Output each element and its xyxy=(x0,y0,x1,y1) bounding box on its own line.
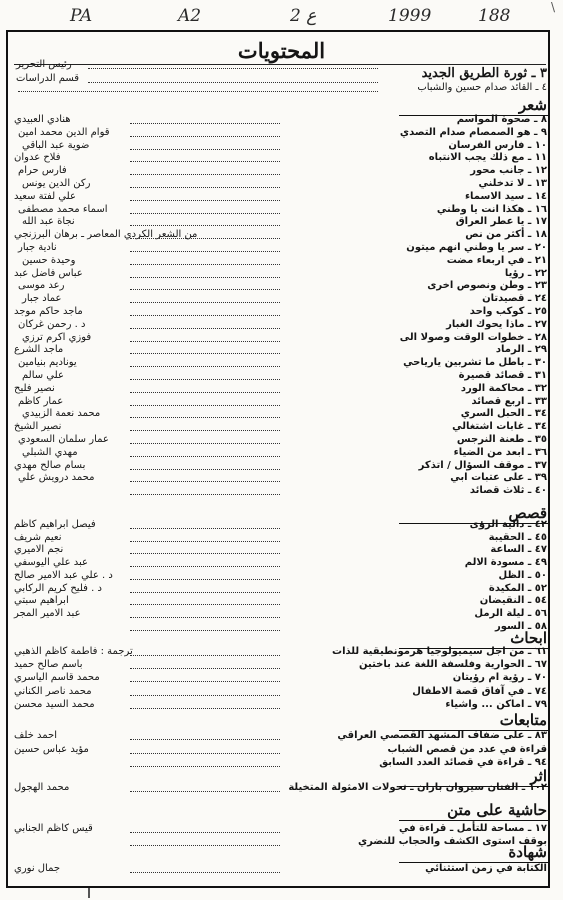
author-name: عبد الامير المجر xyxy=(14,607,81,619)
leader-dots xyxy=(130,213,280,214)
leader-dots xyxy=(130,277,280,278)
editorial-entry: ٤ ـ القائد صدام حسين والشباب xyxy=(417,82,547,93)
toc-entry: ٩ ـ هو الصمصام صدام التصدي xyxy=(399,126,547,138)
leader-dots xyxy=(130,528,280,529)
leader-dots xyxy=(130,604,280,605)
toc-entry: ٢٧ ـ ماذا يحوك الغبار xyxy=(446,318,547,330)
toc-entry: قراءة في عدد من قصص الشباب xyxy=(387,743,547,755)
toc-entry: ٦٧ ـ الحوارية وفلسفة اللغة عند باختين xyxy=(358,659,547,671)
author-name: رعد موسى xyxy=(18,280,65,292)
author-name: علي لفتة سعيد xyxy=(14,190,76,202)
toc-entry: ١٧ ـ مساحة للتأمل ـ قراءة في xyxy=(398,823,547,834)
toc-entry: ٣٧ ـ موقف السؤال / اتذكر xyxy=(418,459,547,471)
author-name: د . فليح كريم الركابي xyxy=(14,582,102,594)
author-name: ابراهيم سبتي xyxy=(14,595,69,607)
toc-entry: ٣١ ـ قصائد قصيرة xyxy=(458,370,547,381)
leader-dots xyxy=(130,832,280,833)
handwritten-note: PA xyxy=(70,6,93,26)
toc-entry: ٢٨ ـ خطوات الوقت وصولا الى xyxy=(399,331,547,343)
toc-entry: ٥٦ ـ ليلة الرمل xyxy=(474,607,547,619)
toc-entry: ٣٤ ـ غابات اشتغالي xyxy=(452,421,547,433)
author-name: ترجمة : فاطمة كاظم الذهبي xyxy=(14,646,133,657)
author-name: نجاة عبد الله xyxy=(22,216,75,228)
author-name: محمد درويش علي xyxy=(18,472,95,484)
toc-entry: ٣٠ ـ باطل ما تشربين يارياحي xyxy=(403,357,547,369)
toc-entry: ٩٤ ـ قراءة في قصائد العدد السابق xyxy=(379,757,547,768)
section-heading: شهادة xyxy=(508,843,547,861)
toc-entry: ١٣ ـ لا تدخلني xyxy=(478,178,547,189)
leader-dots xyxy=(130,630,280,631)
author-name: علي سالم xyxy=(22,370,64,381)
author-name: فلاح عدوان xyxy=(14,152,61,164)
leader-dots xyxy=(130,566,280,567)
leader-dots xyxy=(130,289,280,290)
leader-dots xyxy=(130,739,280,740)
author-name: محمد قاسم الياسري xyxy=(14,672,100,684)
toc-entry: ٤٩ ـ مسودة الالم xyxy=(464,557,547,569)
toc-entry: ٣٢ ـ محاكمة الورد xyxy=(460,382,547,394)
toc-entry: ٢٠ ـ سر يا وطني انهم ميتون xyxy=(406,242,547,253)
leader-dots xyxy=(130,264,280,265)
author-name: عمار كاظم xyxy=(18,395,64,407)
author-name: محمد الهجول xyxy=(14,782,70,793)
toc-entry: ١٤ ـ سيد الاسماء xyxy=(464,190,547,202)
toc-entry: ٥٢ ـ المكيدة xyxy=(488,582,547,594)
author-name: قوام الدين محمد امين xyxy=(18,126,110,138)
leader-dots xyxy=(130,617,280,618)
author-name: محمد ناصر الكناني xyxy=(14,685,92,697)
leader-dots xyxy=(130,405,280,406)
leader-dots xyxy=(130,366,280,367)
leader-dots xyxy=(130,481,280,482)
leader-dots xyxy=(130,123,280,124)
leader-dots xyxy=(18,91,378,92)
leader-dots xyxy=(130,251,280,252)
title-divider xyxy=(14,64,546,65)
author-name: بسام صالح مهدي xyxy=(14,459,86,471)
author-name: باسم صالح حميد xyxy=(14,659,83,671)
section-heading: قصص xyxy=(508,504,547,522)
handwritten-note: 1999 xyxy=(388,6,432,26)
leader-dots xyxy=(130,379,280,380)
leader-dots xyxy=(130,353,280,354)
handwritten-note: 188 xyxy=(478,6,511,26)
author-name: نادية جبار xyxy=(18,242,57,253)
author-name: عماد جبار xyxy=(22,293,62,305)
toc-entry: ٢١ ـ في اربعاء مضت xyxy=(446,254,547,266)
toc-entry: ٧٠ ـ رؤية ام رؤيتان xyxy=(452,672,547,684)
toc-entry: ٨ ـ صحوة المواسم xyxy=(456,114,547,125)
leader-dots xyxy=(130,238,280,239)
leader-dots xyxy=(130,430,280,431)
toc-entry: ٢٥ ـ كوكب واحد xyxy=(469,306,547,317)
author-name: وحيدة حسين xyxy=(22,254,76,266)
toc-entry: ٥٤ ـ النقيضان xyxy=(479,595,547,607)
toc-entry: ١٠ ـ فارس الفرسان xyxy=(448,139,547,151)
leader-dots xyxy=(130,315,280,316)
leader-dots xyxy=(130,149,280,150)
author-name: عمار سلمان السعودي xyxy=(18,434,109,445)
leader-dots xyxy=(130,225,280,226)
author-name: فيصل ابراهيم كاظم xyxy=(14,519,96,530)
author-name: احمد خلف xyxy=(14,730,58,741)
leader-dots xyxy=(130,845,280,846)
toc-entry: ١١ ـ مع ذلك يجب الانتباه xyxy=(428,152,547,164)
author-name: ماجد الشرع xyxy=(14,344,64,356)
leader-dots xyxy=(130,753,280,754)
toc-entry: ٣٤ ـ الحبل السري xyxy=(460,408,547,420)
editorial-entry: ٣ ـ ثورة الطريق الجديد xyxy=(421,66,547,81)
leader-dots xyxy=(130,541,280,542)
toc-entry: ٤٧ ـ الساعة xyxy=(490,544,547,556)
author-name: نجم الاميري xyxy=(14,544,64,556)
leader-dots xyxy=(88,82,378,83)
leader-dots xyxy=(130,579,280,580)
toc-entry: ٤٢ ـ دالية الرؤى xyxy=(469,519,547,530)
leader-dots xyxy=(130,328,280,329)
author-name: عباس فاضل عبد xyxy=(14,267,83,279)
corner-mark: \ xyxy=(550,0,555,14)
toc-entry: ٣٩ ـ على عتبات ابي xyxy=(450,472,547,484)
author-name: يوناديم بنيامين xyxy=(18,357,77,369)
leader-dots xyxy=(130,174,280,175)
leader-dots xyxy=(130,791,280,792)
leader-dots xyxy=(130,392,280,393)
toc-entry: الكتابة في زمن استثنائي xyxy=(425,863,547,874)
page-mark xyxy=(88,888,90,898)
section-heading: حاشية على متن xyxy=(447,801,547,819)
toc-entry: ٧٤ ـ في آفاق قصة الاطفال xyxy=(412,685,547,697)
leader-dots xyxy=(130,668,280,669)
leader-dots xyxy=(130,200,280,201)
leader-dots xyxy=(130,341,280,342)
section-divider xyxy=(399,820,549,821)
toc-entry: ٣٣ ـ اربع قصائد xyxy=(471,395,547,407)
leader-dots xyxy=(130,655,280,656)
leader-dots xyxy=(130,443,280,444)
staff-label: رئيس التحرير xyxy=(16,59,72,70)
leader-dots xyxy=(130,187,280,188)
leader-dots xyxy=(130,695,280,696)
author-name: مؤيد عباس حسين xyxy=(14,743,89,755)
author-name: هنادي العبيدي xyxy=(14,114,71,125)
section-heading: ابحاث xyxy=(510,629,547,647)
toc-entry: ١٠٢ ـ الفنان سيروان باران ـ تحولات الامثولة المتخيلة xyxy=(288,782,547,793)
author-name: فوزي اكرم ترزي xyxy=(22,331,92,343)
leader-dots xyxy=(130,681,280,682)
leader-dots xyxy=(130,417,280,418)
author-name: ركن الدين يونس xyxy=(22,178,91,189)
author-name: اسماء محمد مصطفى xyxy=(18,203,108,215)
toc-entry: ١٨ ـ أكثر من نص xyxy=(465,229,547,241)
toc-entry: ٢٤ ـ قصيدتان xyxy=(482,293,547,305)
author-name: ضوية عبد الباقي xyxy=(22,139,90,151)
author-name: مهدي الشبلي xyxy=(22,446,78,458)
toc-entry: ٦١ ـ من اجل سيميولوجيا هرمونطيقية للذات xyxy=(332,646,547,657)
author-name: عبد علي اليوسفي xyxy=(14,557,88,569)
handwritten-header xyxy=(70,2,520,30)
leader-dots xyxy=(130,302,280,303)
page-title: المحتويات xyxy=(237,38,326,63)
toc-entry: ٤٠ ـ ثلاث قصائد xyxy=(469,485,547,497)
author-name: محمد السيد محسن xyxy=(14,698,95,710)
toc-entry: ٧٩ ـ اماكن ... واشياء xyxy=(445,698,547,710)
leader-dots xyxy=(130,708,280,709)
toc-entry: ٤٥ ـ الحقيبة xyxy=(488,531,547,543)
leader-dots xyxy=(130,872,280,873)
toc-entry: ٢٢ ـ رؤيا xyxy=(504,267,547,279)
leader-dots xyxy=(130,592,280,593)
author-name: فارس حرام xyxy=(18,165,67,177)
leader-dots xyxy=(130,456,280,457)
toc-entry: ١٧ ـ يا عطر العراق xyxy=(455,216,547,228)
author-name: نصير الشيخ xyxy=(14,421,62,433)
author-name: نصير فليح xyxy=(14,382,55,394)
author-name: جمال نوري xyxy=(14,863,61,874)
toc-entry: بوقف استوى الكشف والحجاب للنضري xyxy=(357,836,547,847)
author-name: د . علي عبد الامير صالح xyxy=(14,569,113,581)
staff-label: قسم الدراسات xyxy=(16,73,80,84)
toc-entry: ٢٩ ـ الرماد xyxy=(495,344,547,356)
author-name: قيس كاظم الجنابي xyxy=(14,823,93,834)
handwritten-note: 2 ع xyxy=(290,6,317,26)
author-name: د . رحمن غركان xyxy=(18,318,86,330)
leader-dots xyxy=(130,553,280,554)
handwritten-note: A2 xyxy=(178,6,202,26)
toc-entry: ٥٠ ـ الظل xyxy=(498,569,547,581)
section-heading: اثر xyxy=(530,767,547,785)
leader-dots xyxy=(130,494,280,495)
toc-entry: ٢٣ ـ وطن ونصوص اخرى xyxy=(427,280,547,292)
leader-dots xyxy=(130,766,280,767)
leader-dots xyxy=(88,68,378,69)
author-name: ماجد حاكم موجد xyxy=(14,306,83,317)
leader-dots xyxy=(130,161,280,162)
toc-entry: ٨٣ ـ على ضفاف المشهد القصصي العراقي xyxy=(337,730,547,741)
toc-entry: ١٢ ـ جانب محور xyxy=(470,165,547,177)
author-name: محمد نعمة الزبيدي xyxy=(22,408,101,420)
author-name: نعيم شريف xyxy=(14,531,62,543)
author-name: من الشعر الكردي المعاصر ـ برهان البرزنجي xyxy=(14,229,198,241)
toc-entry: ٣٦ ـ ابعد من الضياء xyxy=(453,446,547,458)
leader-dots xyxy=(130,469,280,470)
toc-entry: ١٦ ـ هكذا انت يا وطني xyxy=(436,203,547,215)
toc-entry: ٣٥ ـ طعنة النرجس xyxy=(456,434,547,445)
section-heading: متابعات xyxy=(499,711,547,729)
toc-entry: ٥٨ ـ السور xyxy=(495,620,547,632)
section-heading: شعر xyxy=(518,96,547,114)
leader-dots xyxy=(130,136,280,137)
